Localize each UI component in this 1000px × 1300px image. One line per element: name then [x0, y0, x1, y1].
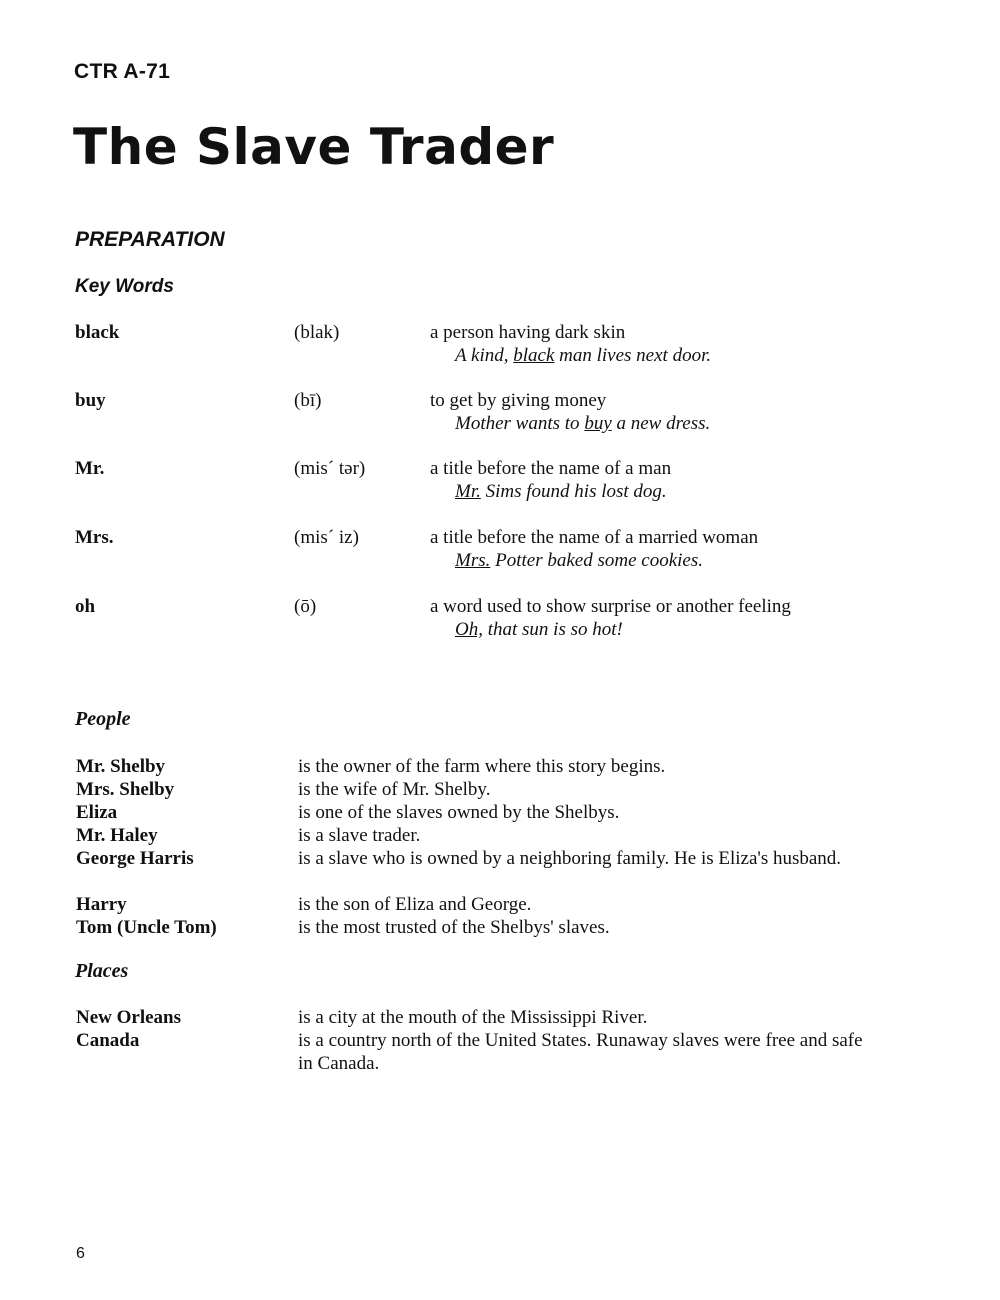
person-name: George Harris — [76, 848, 194, 869]
example-after: Potter baked some cookies. — [490, 550, 704, 571]
place-name: New Orleans — [76, 1007, 182, 1028]
key-word-definition: a title before the name of a man — [430, 458, 672, 479]
person-name: Tom (Uncle Tom) — [76, 917, 217, 938]
key-word-example — [430, 344, 850, 367]
example-underlined: buy — [584, 413, 612, 434]
key-word-definition: to get by giving money — [430, 390, 607, 411]
key-word-definition-block — [430, 595, 810, 641]
key-word-example — [430, 480, 850, 503]
person-description: is the son of Eliza and George. — [298, 894, 532, 915]
person-name: Eliza — [76, 802, 118, 823]
key-word-definition: a person having dark skin — [430, 322, 626, 343]
example-after: that sun is so hot! — [482, 619, 623, 640]
key-words-heading: Key Words — [75, 276, 174, 297]
person-name: Mr. Shelby — [76, 756, 166, 777]
key-word-definition-block — [430, 526, 850, 572]
person-description: is the wife of Mr. Shelby. — [298, 779, 491, 800]
key-word: black — [75, 322, 120, 343]
key-word-definition: a title before the name of a married woman — [430, 527, 759, 548]
page-code: CTR A-71 — [74, 60, 171, 83]
page-title: The Slave Trader — [73, 118, 555, 176]
example-before: A kind, — [455, 345, 514, 366]
example-after: man lives next door. — [554, 345, 712, 366]
person-description: is the owner of the farm where this story begins. — [298, 756, 666, 777]
example-after: a new dress. — [611, 413, 711, 434]
person-description: is one of the slaves owned by the Shelbys. — [298, 802, 620, 823]
place-name: Canada — [76, 1030, 140, 1051]
key-word: Mr. — [75, 458, 105, 479]
people-heading: People — [75, 708, 131, 730]
person-name: Mr. Haley — [76, 825, 158, 846]
place-description: is a city at the mouth of the Mississippi River. — [298, 1007, 648, 1028]
key-word: oh — [75, 596, 96, 617]
person-description: is the most trusted of the Shelbys' slaves. — [298, 917, 610, 938]
key-word-definition-block — [430, 321, 850, 367]
person-name: Harry — [76, 894, 127, 915]
key-word-example — [430, 618, 810, 641]
example-underlined: Oh, — [455, 619, 483, 640]
key-word-pronunciation: (blak) — [294, 322, 340, 343]
key-word-definition-block — [430, 389, 850, 435]
key-word-example — [430, 549, 850, 572]
example-underlined: Mr. — [455, 481, 481, 502]
key-word-definition-block — [430, 457, 850, 503]
example-underlined: black — [513, 345, 555, 366]
page-number: 6 — [76, 1245, 85, 1262]
key-word: buy — [75, 390, 106, 411]
key-word-pronunciation: (bī) — [294, 390, 322, 411]
places-heading: Places — [75, 960, 129, 982]
preparation-heading: PREPARATION — [75, 228, 225, 251]
example-before: Mother wants to — [455, 413, 585, 434]
key-word-example — [430, 412, 850, 435]
key-word-definition: a word used to show surprise or another feeling — [430, 596, 791, 617]
person-description: is a slave trader. — [298, 825, 421, 846]
place-description: is a country north of the United States. Runaway slaves were free and safe in Canada. — [298, 1030, 863, 1074]
key-word-pronunciation: (ō) — [294, 596, 317, 617]
key-word-pronunciation: (mis´ iz) — [294, 527, 359, 548]
person-description: is a slave who is owned by a neighboring family. He is Eliza's husband. — [298, 848, 842, 869]
person-name: Mrs. Shelby — [76, 779, 175, 800]
key-word: Mrs. — [75, 527, 114, 548]
key-word-pronunciation: (mis´ tər) — [294, 458, 366, 479]
example-underlined: Mrs. — [455, 550, 491, 571]
example-after: Sims found his lost dog. — [480, 481, 667, 502]
